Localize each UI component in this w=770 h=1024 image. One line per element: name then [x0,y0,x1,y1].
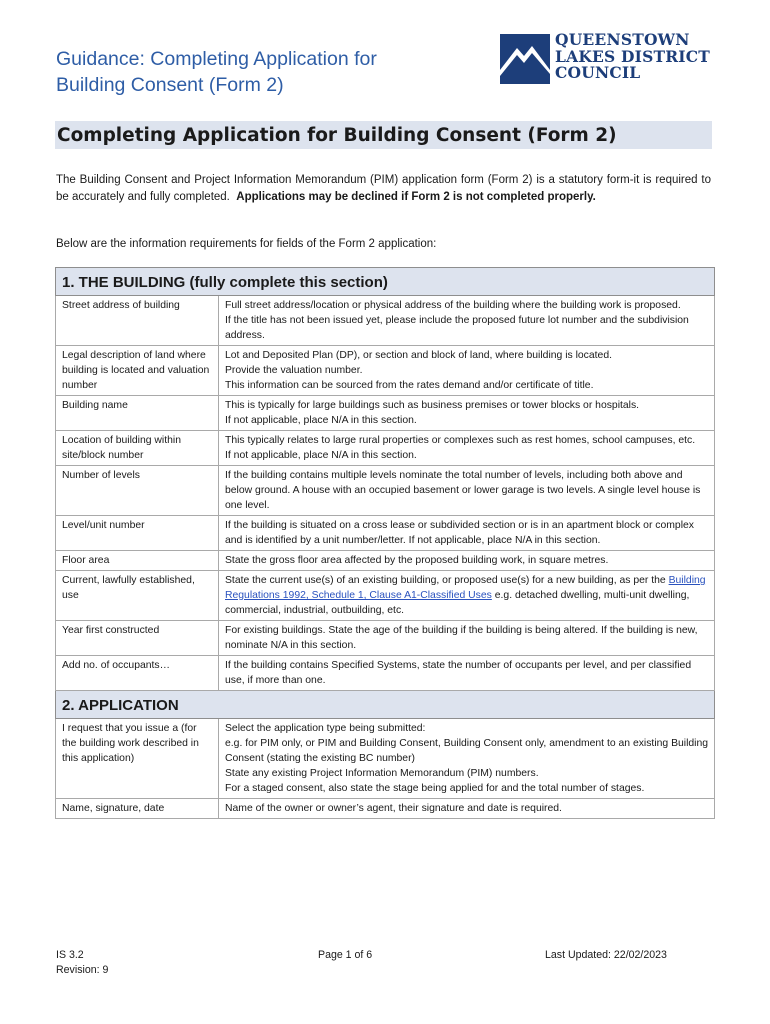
council-logo [500,30,720,90]
logo-text-line-3: COUNCIL [555,63,641,82]
table-row [56,719,715,799]
intro-warning: Applications may be declined if Form 2 is not completed properly. [236,191,596,203]
guidance-line: Name of the owner or owner’s agent, their signature and date is required. [225,803,562,814]
field-guidance [219,346,715,396]
field-guidance [219,396,715,431]
table-row [56,296,715,346]
mountain-logo-icon [500,34,550,84]
guidance-text: State the current use(s) of an existing building, or proposed use(s) for a new building, as per the [225,575,669,586]
section-title: 2. APPLICATION [56,691,715,719]
field-guidance [219,516,715,551]
guidance-line: If the title has not been issued yet, please include the proposed future lot number and the subdivision address. [225,315,689,341]
table-row [56,799,715,819]
field-guidance [219,431,715,466]
guidance-line: State the gross floor area affected by the proposed building work, in square metres. [225,555,609,566]
field-name: Add no. of occupants… [56,656,219,691]
guidance-line: This typically relates to large rural properties or complexes such as rest homes, school campuses, etc. [225,435,696,446]
footer-revision: Revision: 9 [56,964,109,976]
footer-doc-info [56,948,108,978]
intro-text: The Building Consent and Project Information Memorandum (PIM) application form (Form 2) is a statutory form-it is required to be accurately and fully completed. [56,174,711,203]
guidance-line: If not applicable, place N/A in this section. [225,450,417,461]
field-name: Legal description of land where building is located and valuation number [56,346,219,396]
field-name: Street address of building [56,296,219,346]
guidance-line: Lot and Deposited Plan (DP), or section and block of land, where building is located. [225,350,612,361]
section-title: 1. THE BUILDING (fully complete this section) [56,268,715,296]
document-header-title [56,46,476,98]
section-header-application [56,691,715,719]
field-name: Level/unit number [56,516,219,551]
guidance-line [225,573,709,618]
requirements-intro: Below are the information requirements for fields of the Form 2 application: [56,238,437,250]
intro-paragraph [56,172,711,206]
field-guidance [219,296,715,346]
table-row [56,621,715,656]
guidance-line: If the building contains Specified Systems, state the number of occupants per level, and per classified use, if more than one. [225,660,692,686]
guidance-line: If the building contains multiple levels nominate the total number of levels, including both above and below ground. A house with an occupied basement or lower garage is two levels. A single level house is one level. [225,470,701,511]
header-title-line-1: Guidance: Completing Application for [56,48,377,70]
table-row [56,346,715,396]
field-guidance [219,551,715,571]
footer-doc-id: IS 3.2 [56,949,84,961]
field-guidance [219,656,715,691]
logo-text-line-1: QUEENSTOWN [555,30,690,49]
field-name: Year first constructed [56,621,219,656]
guidance-line: For existing buildings. State the age of the building if the building is being altered. If the building is new, nominate N/A in this section. [225,625,698,651]
field-name: Current, lawfully established, use [56,571,219,621]
field-guidance [219,571,715,621]
table-row [56,551,715,571]
guidance-line: If the building is situated on a cross lease or subdivided section or is in an apartment block or complex and is identified by a unit number/letter. If not applicable, place N/A in this section. [225,520,694,546]
guidance-line: This is typically for large buildings such as business premises or tower blocks or hospitals. [225,400,640,411]
requirements-table [55,267,715,819]
building-regulations-link[interactable]: Building Regulations 1992, Schedule 1, Clause A1-Classified Uses [225,575,706,601]
guidance-line: For a staged consent, also state the stage being applied for and the total number of stages. [225,783,645,794]
table-row [56,466,715,516]
table-row [56,516,715,551]
header-title-line-2: Building Consent (Form 2) [56,74,284,96]
field-name: Building name [56,396,219,431]
title-banner [55,121,712,149]
guidance-line: Provide the valuation number. [225,365,363,376]
table-row [56,396,715,431]
field-name: Floor area [56,551,219,571]
logo-text-line-2: LAKES DISTRICT [555,46,711,66]
field-guidance [219,466,715,516]
guidance-line: e.g. for PIM only, or PIM and Building Consent, Building Consent only, amendment to an existing Building Consent (stating the existing BC number) [225,738,709,764]
field-name: Number of levels [56,466,219,516]
guidance-line: Select the application type being submitted: [225,723,426,734]
table-row [56,656,715,691]
footer-last-updated: Last Updated: 22/02/2023 [545,949,667,961]
table-row [56,431,715,466]
page-title: Completing Application for Building Consent (Form 2) [57,125,617,146]
field-guidance [219,621,715,656]
field-guidance [219,799,715,819]
guidance-text: e.g. detached dwelling, multi-unit dwelling, commercial, industrial, outbuilding, etc. [225,590,690,616]
section-header-building [56,268,715,296]
field-guidance [219,719,715,799]
table-row [56,571,715,621]
field-name: Location of building within site/block number [56,431,219,466]
guidance-line: Full street address/location or physical address of the building where the building work is proposed. [225,300,681,311]
footer-page-number: Page 1 of 6 [318,949,373,961]
guidance-line: This information can be sourced from the rates demand and/or certificate of title. [225,380,594,391]
field-name: I request that you issue a (for the building work described in this application) [56,719,219,799]
guidance-line: State any existing Project Information Memorandum (PIM) numbers. [225,768,539,779]
guidance-line: If not applicable, place N/A in this section. [225,415,417,426]
field-name: Name, signature, date [56,799,219,819]
